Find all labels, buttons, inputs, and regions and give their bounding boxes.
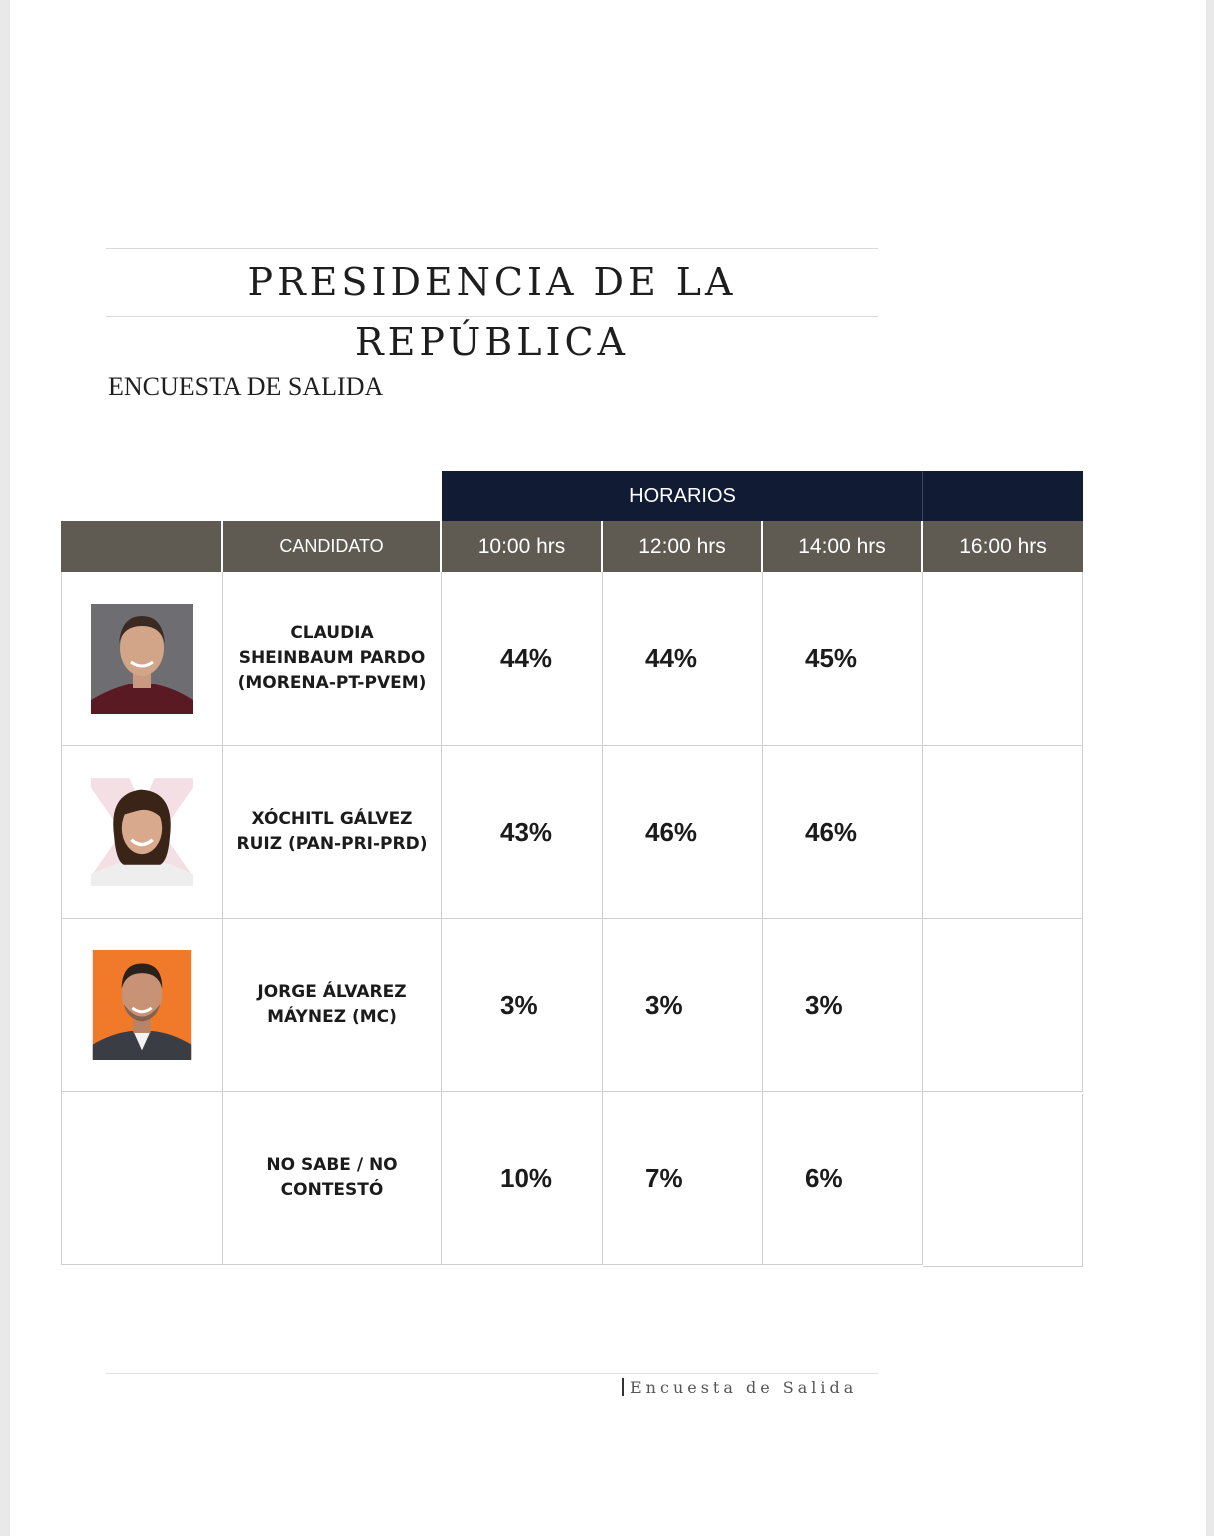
value-1200: 7%: [603, 1092, 763, 1265]
candidate-name: CLAUDIA SHEINBAUM PARDO (MORENA-PT-PVEM): [223, 572, 442, 746]
time-header-1400: 14:00 hrs: [763, 521, 923, 572]
time-header-1200: 12:00 hrs: [603, 521, 763, 572]
value-1000: 44%: [442, 572, 603, 746]
photo-cell: [61, 919, 223, 1092]
time-header-1000: 10:00 hrs: [442, 521, 603, 572]
value-1000: 43%: [442, 746, 603, 919]
candidate-photo-sheinbaum: [91, 604, 193, 714]
photo-header: [61, 521, 223, 572]
candidate-photo-galvez: [91, 777, 193, 887]
title-top-rule: [106, 248, 878, 249]
photo-cell-empty: [61, 1092, 223, 1265]
page-subtitle: ENCUESTA DE SALIDA: [108, 372, 384, 401]
value-1400: 46%: [763, 746, 923, 919]
photo-cell: [61, 746, 223, 919]
horarios-header-label: HORARIOS: [629, 485, 736, 507]
candidate-photo-maynez: [91, 950, 193, 1060]
page-title: PRESIDENCIA DE LA REPÚBLICA: [247, 260, 737, 364]
candidate-name: XÓCHITL GÁLVEZ RUIZ (PAN-PRI-PRD): [223, 746, 442, 919]
title-bottom-rule: [106, 316, 878, 317]
value-1600: [923, 572, 1083, 746]
candidate-name: NO SABE / NO CONTESTÓ: [223, 1092, 442, 1265]
value-1200: 46%: [603, 746, 763, 919]
footer-bar: [622, 1378, 624, 1396]
footer-text: Encuesta de Salida: [630, 1378, 858, 1397]
footer-rule: [106, 1373, 878, 1374]
candidate-name: JORGE ÁLVAREZ MÁYNEZ (MC): [223, 919, 442, 1092]
candidate-header: CANDIDATO: [223, 521, 442, 572]
value-1000: 3%: [442, 919, 603, 1092]
value-1200: 44%: [603, 572, 763, 746]
value-1400: 6%: [763, 1092, 923, 1265]
value-1600: [923, 919, 1083, 1092]
time-header-1600: 16:00 hrs: [923, 521, 1083, 572]
value-1600: [923, 1094, 1083, 1267]
value-1200: 3%: [603, 919, 763, 1092]
footer: [622, 1378, 857, 1397]
photo-cell: [61, 572, 223, 746]
value-1400: 3%: [763, 919, 923, 1092]
value-1400: 45%: [763, 572, 923, 746]
value-1000: 10%: [442, 1092, 603, 1265]
value-1600: [923, 746, 1083, 919]
horarios-divider: [922, 471, 923, 522]
